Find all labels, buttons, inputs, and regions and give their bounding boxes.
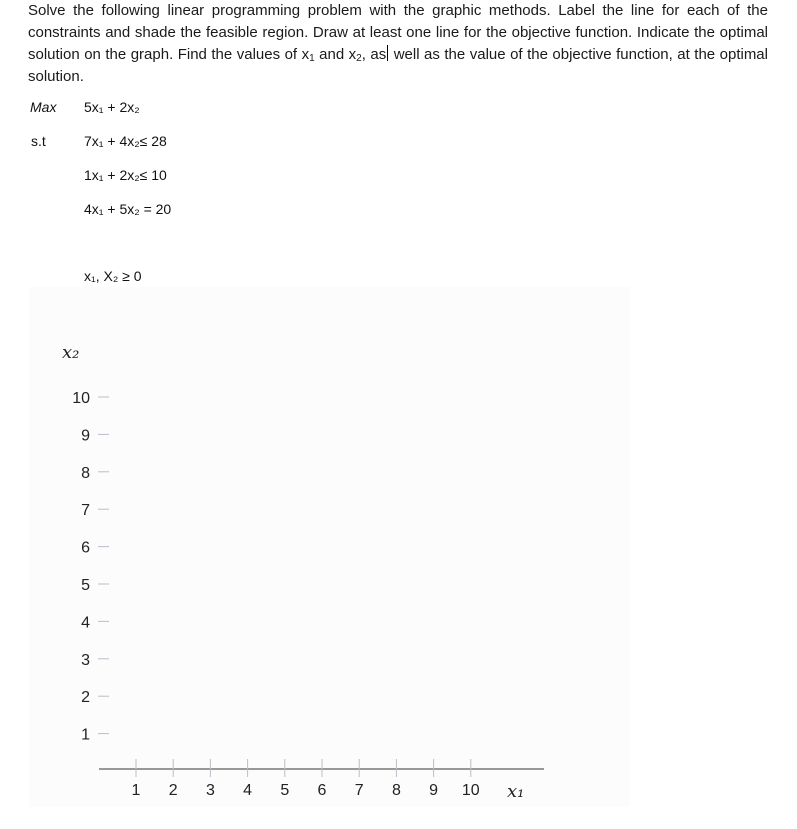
x-tick-label-6: 6 xyxy=(317,782,327,799)
y-axis-title: x₂ xyxy=(62,342,80,363)
x-tick-label-4: 4 xyxy=(243,782,253,799)
y-tick-label-3: 3 xyxy=(81,651,90,669)
x-tick-label-7: 7 xyxy=(354,782,364,799)
x-tick-label-1: 1 xyxy=(131,782,141,799)
x-tick-label-8: 8 xyxy=(391,782,401,799)
y-tick-label-2: 2 xyxy=(81,689,90,707)
y-tick-label-9: 9 xyxy=(81,427,90,445)
x-tick-label-10: 10 xyxy=(461,782,480,799)
graph-area[interactable] xyxy=(29,287,630,807)
y-tick-label-5: 5 xyxy=(81,577,90,594)
nonnegativity-constraint: x₁, X₂ ≥ 0 xyxy=(84,268,142,284)
x-tick-label-2: 2 xyxy=(168,782,178,799)
max-label: Max xyxy=(30,99,57,115)
subject-to-label: s.t xyxy=(31,133,46,149)
y-tick-label-1: 1 xyxy=(81,726,90,744)
y-tick-label-8: 8 xyxy=(81,464,90,482)
problem-statement: Solve the following linear programming problem with the graphic methods. Label the line for each of the constraints and shade the feasible region. Draw at least one line for the objective function. Indicate the optimal solution on the graph. Find the values of $x_1$ and $x_2$, as well as the value of the objective function, at the optimal solution. xyxy=(28,2,768,85)
y-tick-label-10: 10 xyxy=(72,390,90,407)
x-tick-label-3: 3 xyxy=(205,782,215,799)
x-tick-label-5: 5 xyxy=(280,782,290,799)
constraint-1: 7x₁ + 4x₂≤ 28 xyxy=(84,133,167,149)
objective-function: 5x₁ + 2x₂ xyxy=(84,99,140,115)
y-tick-label-6: 6 xyxy=(81,539,90,557)
y-tick-label-7: 7 xyxy=(81,502,90,520)
x-axis-title: x₁ xyxy=(507,781,525,802)
constraint-3: 4x₁ + 5x₂ = 20 xyxy=(84,201,172,217)
x-tick-label-9: 9 xyxy=(429,782,439,799)
graph-svg xyxy=(29,287,630,807)
constraint-2: 1x₁ + 2x₂≤ 10 xyxy=(84,167,167,183)
y-tick-label-4: 4 xyxy=(81,614,90,632)
